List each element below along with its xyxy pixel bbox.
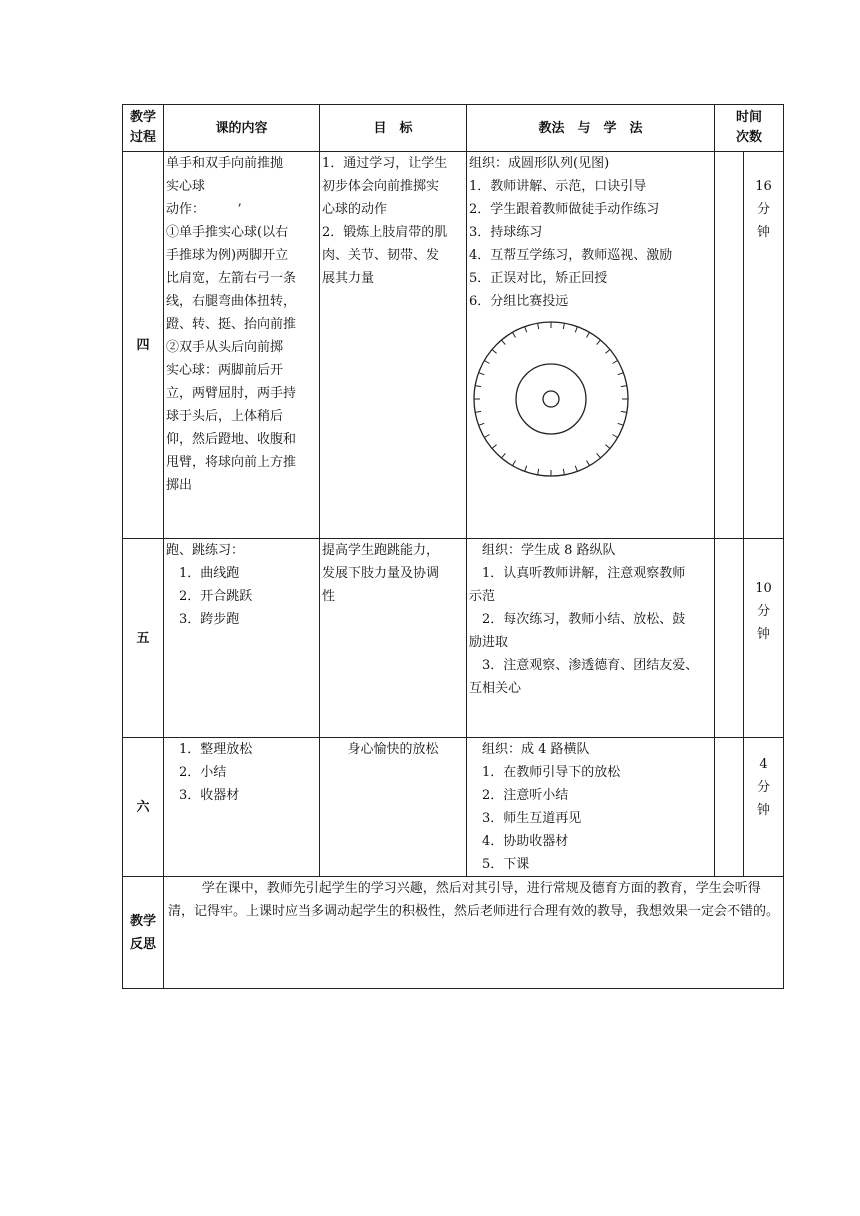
- method-cell: [467, 738, 715, 877]
- content-line: 蹬、转、挺、抬向前推: [166, 317, 297, 332]
- table-row: [123, 539, 784, 738]
- time-line: 16: [755, 179, 772, 194]
- student-mark: [492, 350, 497, 354]
- content-line: 2．开合跳跃: [166, 589, 253, 604]
- method-line: 2．注意听小结: [469, 788, 569, 803]
- inner-circle: [543, 391, 559, 407]
- student-mark: [502, 340, 506, 345]
- time-line: 钟: [757, 803, 771, 818]
- student-mark: [484, 361, 489, 364]
- method-line: 组织：成 4 路横队: [469, 742, 590, 757]
- student-mark: [538, 469, 539, 475]
- method-line: 组织：成圆形队列(见图): [469, 156, 610, 171]
- goal-cell: [320, 152, 467, 539]
- goal-line: 初步体会向前推掷实: [322, 179, 440, 194]
- student-mark: [575, 466, 577, 472]
- method-line: 组织：学生成 8 路纵队: [469, 543, 616, 558]
- time-line: 分: [757, 202, 771, 217]
- goal-line: 展其力量: [322, 271, 375, 286]
- method-line: 2．每次练习，教师小结、放松、鼓: [469, 612, 686, 627]
- goal-line: 1．通过学习，让学生: [322, 156, 448, 171]
- student-mark: [563, 469, 564, 475]
- student-mark: [502, 453, 506, 458]
- student-mark: [475, 386, 481, 387]
- student-mark: [597, 340, 601, 345]
- reflection-label-line1: 教学: [129, 913, 156, 929]
- header-process: [123, 105, 164, 152]
- student-mark: [605, 445, 610, 449]
- student-mark: [525, 327, 527, 333]
- phase-label: 六: [123, 738, 164, 877]
- content-line: 比肩宽，左箭右弓一条: [166, 271, 297, 286]
- student-mark: [621, 386, 627, 387]
- method-line: 示范: [469, 589, 496, 604]
- time-line: 钟: [757, 627, 771, 642]
- student-mark: [492, 445, 497, 449]
- content-line: 甩臂，将球向前上方推: [166, 455, 297, 470]
- lesson-plan-table: [122, 104, 784, 989]
- student-mark: [618, 373, 624, 375]
- time-spacer-cell: [715, 152, 744, 539]
- student-mark: [597, 453, 601, 458]
- table-row: [123, 152, 784, 539]
- student-mark: [479, 423, 485, 425]
- student-mark: [587, 332, 590, 337]
- goal-cell: [320, 539, 467, 738]
- table-row: [123, 738, 784, 877]
- student-mark: [612, 361, 617, 364]
- method-line: 4．互帮互学练习，教师巡视、激励: [469, 248, 673, 263]
- time-line: 4: [759, 757, 768, 772]
- goal-line: 心球的动作: [322, 202, 388, 217]
- header-goal: 目 标: [320, 105, 467, 152]
- method-line: 6．分组比赛投远: [469, 294, 569, 309]
- student-mark: [587, 460, 590, 465]
- student-marks: [474, 322, 628, 476]
- student-mark: [618, 423, 624, 425]
- student-mark: [484, 435, 489, 438]
- content-line: 3．跨步跑: [166, 612, 240, 627]
- content-line: 掷出: [166, 478, 193, 493]
- student-mark: [475, 411, 481, 412]
- content-line: 1．整理放松: [166, 742, 253, 757]
- reflection-label-line2: 反思: [129, 936, 156, 952]
- phase-label: 五: [123, 539, 164, 738]
- content-line: 3．收器材: [166, 788, 240, 803]
- time-cell: [744, 738, 784, 877]
- header-time-line2: 次数: [736, 130, 763, 145]
- reflection-row: [123, 877, 784, 989]
- header-process-line1: 教学: [129, 110, 156, 125]
- student-mark: [612, 435, 617, 438]
- time-spacer-cell: [715, 738, 744, 877]
- time-spacer-cell: [715, 539, 744, 738]
- time-line: 钟: [757, 225, 771, 240]
- content-line: ②双手从头后向前掷: [166, 340, 284, 355]
- method-line: 励进取: [469, 635, 509, 650]
- method-line: 3．师生互道再见: [469, 811, 582, 826]
- content-line: 立，两臂屈肘，两手持: [166, 386, 297, 401]
- content-line: 手推球为例)两脚开立: [166, 248, 289, 263]
- content-line: 实心球：两脚前后开: [166, 363, 284, 378]
- reflection-text: 学在课中，教师先引起学生的学习兴趣，然后对其引导，进行常规及德育方面的教育，学生会听得清，记得牢。上课时应当多调动起学生的积极性，然后老师进行合理有效的教导，我想效果一定会不错的。: [168, 881, 780, 919]
- header-method: 教法 与 学 法: [467, 105, 715, 152]
- content-line: 球于头后，上体稍后: [166, 409, 284, 424]
- content-line: 1．曲线跑: [166, 566, 240, 581]
- goal-line: 2．锻炼上肢肩带的肌: [322, 225, 448, 240]
- method-line: 1．教师讲解、示范，口诀引导: [469, 179, 647, 194]
- outer-circle: [474, 322, 628, 476]
- content-cell: [164, 738, 320, 877]
- reflection-cell: [164, 877, 784, 989]
- time-line: 分: [757, 780, 771, 795]
- time-line: 10: [755, 581, 772, 596]
- method-line: 4．协助收器材: [469, 834, 569, 849]
- method-line: 3．注意观察、渗透德育、团结友爱、: [469, 658, 699, 673]
- method-line: 5．正误对比，矫正回授: [469, 271, 608, 286]
- content-line: 线，右腿弯曲体扭转，: [166, 294, 297, 309]
- method-cell: [467, 152, 715, 539]
- method-line: 5．下课: [469, 857, 530, 872]
- header-time: [715, 105, 784, 152]
- goal-line: 提高学生跑跳能力，: [322, 543, 440, 558]
- content-line: 单手和双手向前推抛: [166, 156, 284, 171]
- method-line: 1．在教师引导下的放松: [469, 765, 621, 780]
- content-cell: [164, 539, 320, 738]
- header-content: 课的内容: [164, 105, 320, 152]
- student-mark: [513, 332, 516, 337]
- goal-line: 性: [322, 589, 336, 604]
- circle-formation-diagram: [471, 319, 631, 479]
- content-line: 跑、跳练习：: [166, 543, 245, 558]
- student-mark: [605, 350, 610, 354]
- content-cell: [164, 152, 320, 539]
- phase-label: 四: [123, 152, 164, 539]
- method-line: 3．持球练习: [469, 225, 543, 240]
- method-line: 互相关心: [469, 681, 522, 696]
- student-mark: [525, 466, 527, 472]
- student-mark: [513, 460, 516, 465]
- header-process-line2: 过程: [129, 130, 156, 145]
- time-cell: [744, 539, 784, 738]
- content-line: 实心球: [166, 179, 206, 194]
- header-row: [123, 105, 784, 152]
- reflection-label: [123, 877, 164, 989]
- content-line: ①单手推实心球(以右: [166, 225, 289, 240]
- student-mark: [575, 327, 577, 333]
- method-line: 2．学生跟着教师做徒手动作练习: [469, 202, 660, 217]
- content-line: 2．小结: [166, 765, 227, 780]
- goal-line: 身心愉快的放松: [347, 742, 439, 757]
- goal-cell: [320, 738, 467, 877]
- middle-circle: [516, 364, 586, 434]
- content-line: 动作： ’: [166, 202, 242, 217]
- content-line: 仰，然后蹬地、收腹和: [166, 432, 297, 447]
- student-mark: [563, 323, 564, 329]
- time-line: 分: [757, 604, 771, 619]
- header-time-line1: 时间: [736, 110, 763, 125]
- method-line: 1．认真听教师讲解，注意观察教师: [469, 566, 686, 581]
- method-cell: [467, 539, 715, 738]
- time-cell: [744, 152, 784, 539]
- student-mark: [621, 411, 627, 412]
- goal-line: 肉、关节、韧带、发: [322, 248, 440, 263]
- student-mark: [538, 323, 539, 329]
- student-mark: [479, 373, 485, 375]
- goal-line: 发展下肢力量及协调: [322, 566, 440, 581]
